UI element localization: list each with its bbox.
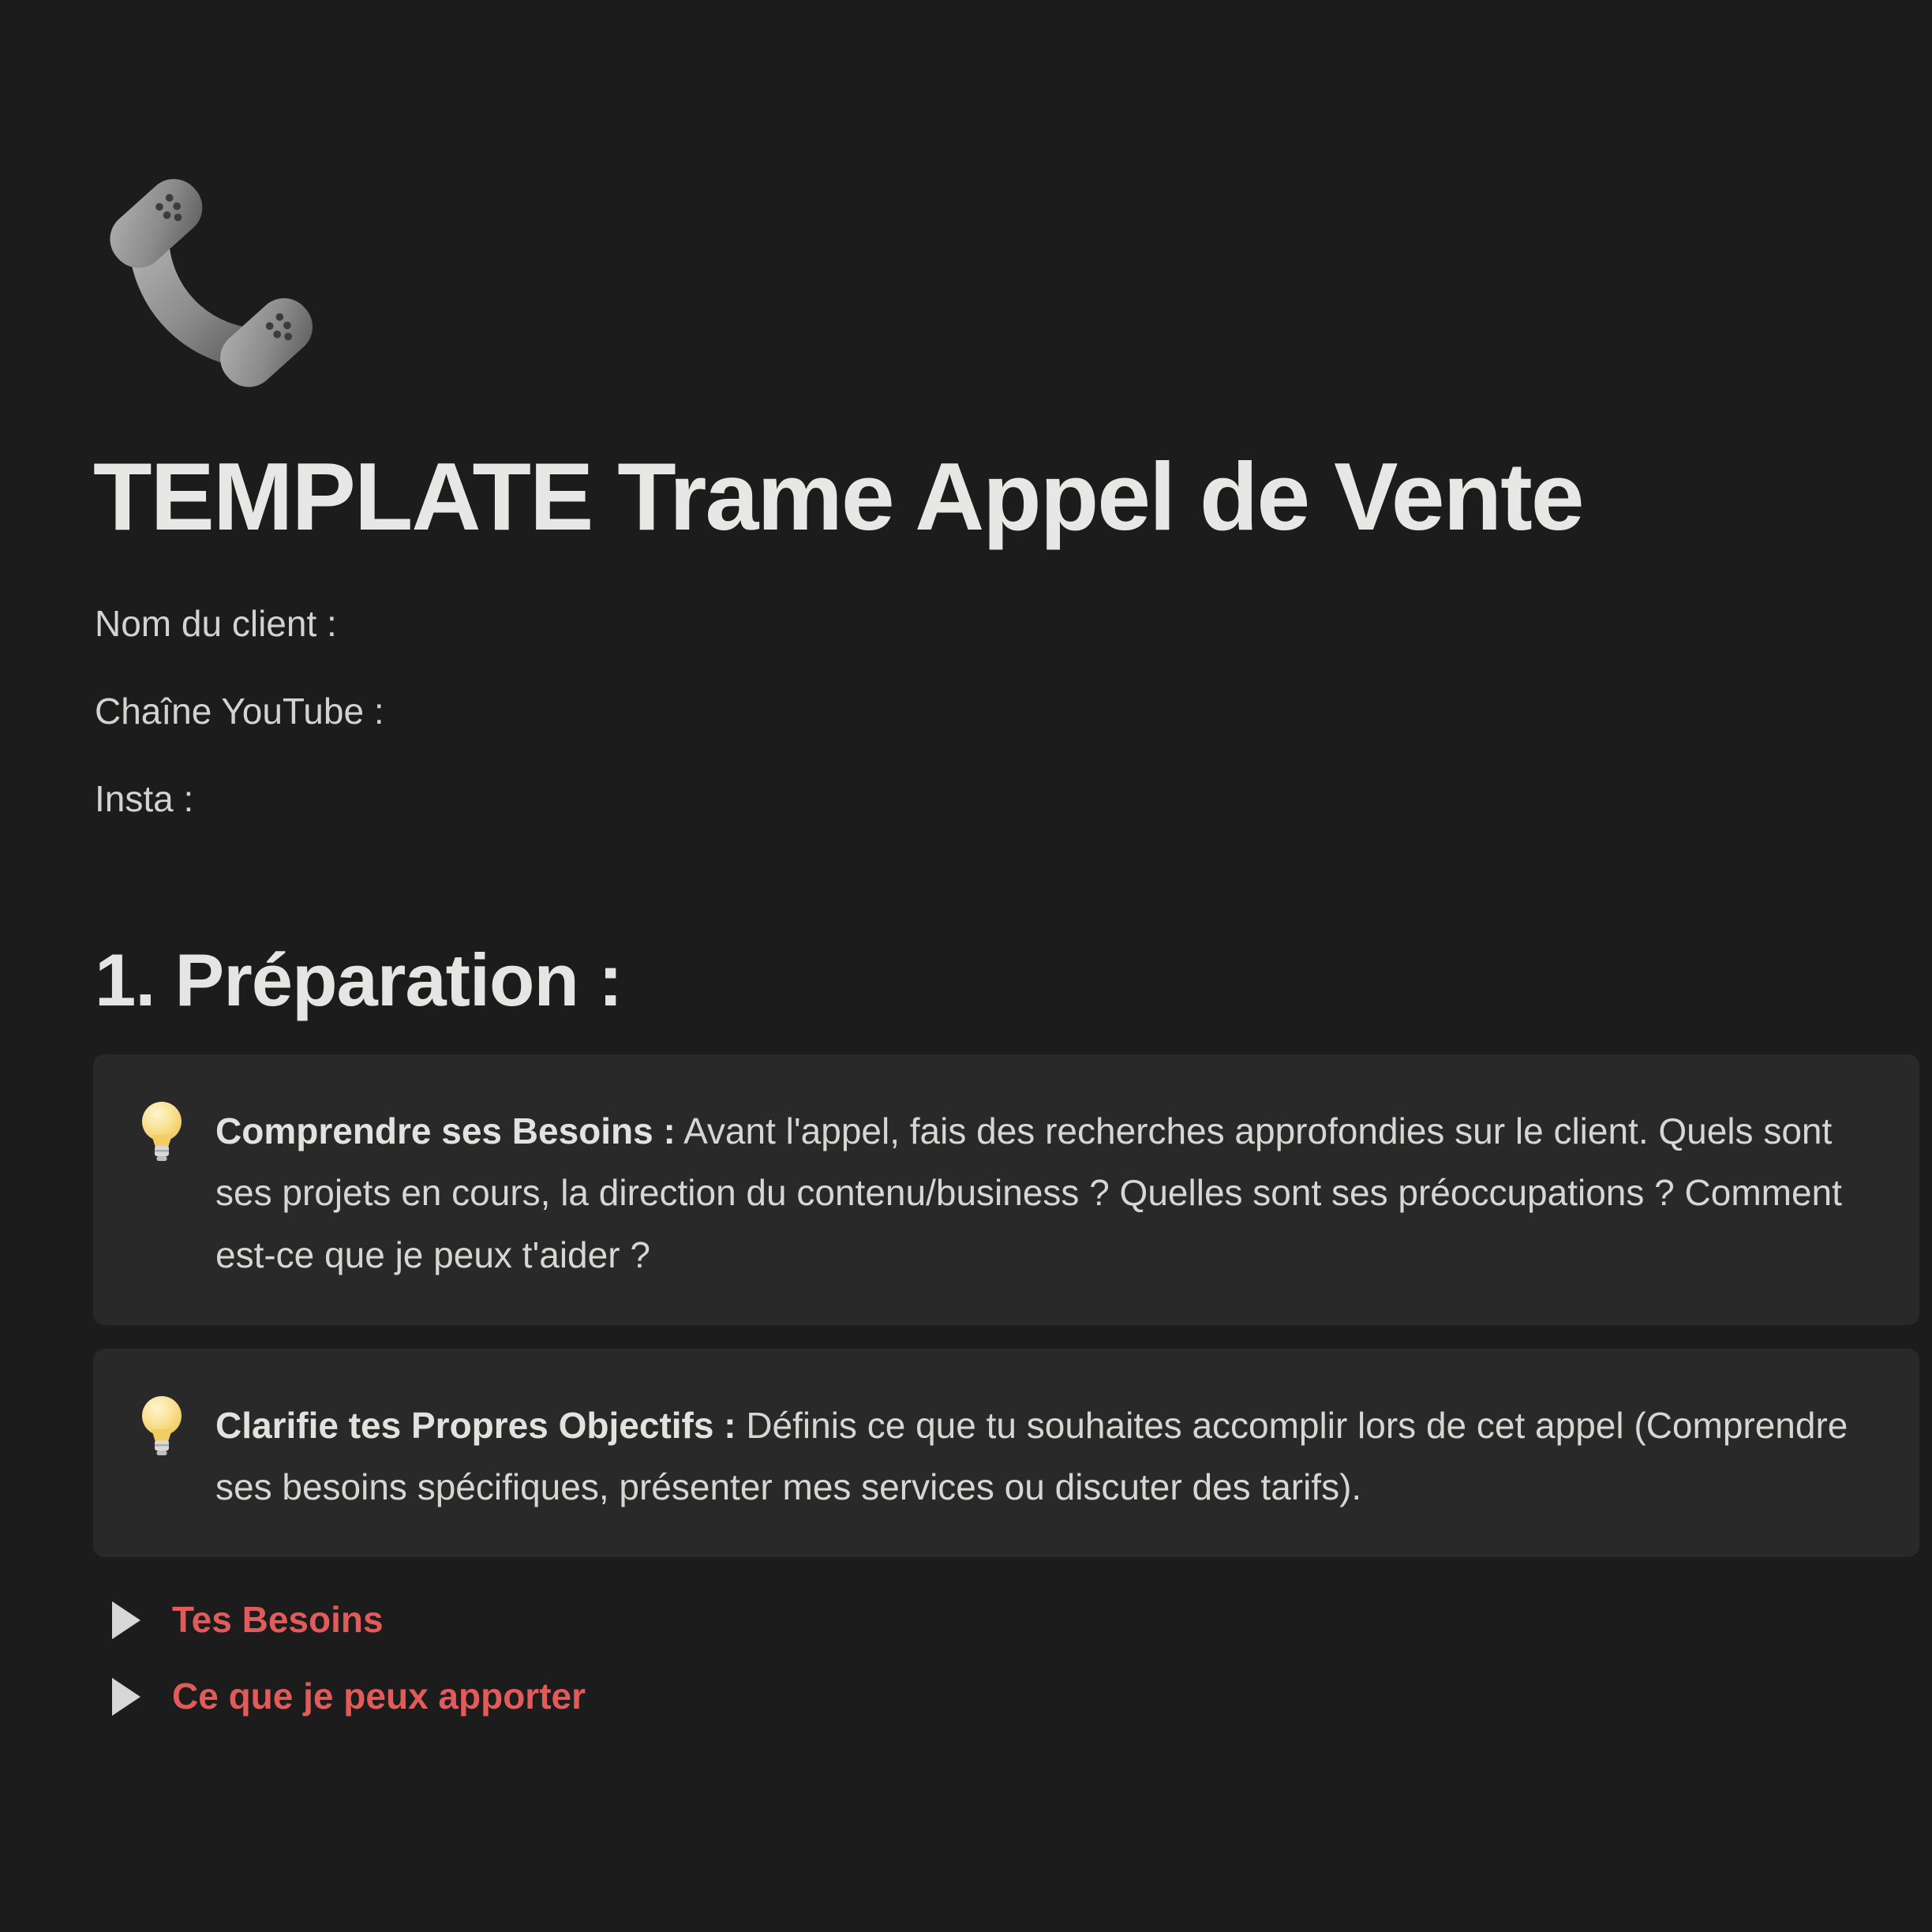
callout-text (215, 1100, 1852, 1286)
callout-body: Définis ce que tu souhaites accomplir lors de cet appel (Comprendre ses besoins spécifiques, présenter mes services ou discuter des tarifs). (215, 1404, 1848, 1507)
toggle-tes-besoins[interactable] (112, 1598, 1919, 1642)
callout-lead: Comprendre ses Besoins : (215, 1110, 676, 1152)
section-heading-preparation[interactable]: 1. Préparation : (95, 938, 623, 1021)
meta-instagram[interactable]: Insta : (95, 777, 194, 819)
callout-comprendre-besoins[interactable] (93, 1054, 1919, 1325)
callout-lead: Clarifie tes Propres Objectifs : (215, 1404, 736, 1446)
client-meta-block (93, 603, 1919, 820)
lightbulb-icon (137, 1395, 187, 1458)
callout-text (215, 1395, 1852, 1518)
lightbulb-icon (137, 1100, 187, 1163)
toggle-label[interactable]: Tes Besoins (172, 1599, 384, 1641)
toggle-ce-que-je-peux-apporter[interactable] (112, 1675, 1919, 1718)
toggle-triangle-icon[interactable] (112, 1678, 140, 1716)
callout-body: Avant l'appel, fais des recherches approfondies sur le client. Quels sont ses projets en cours, la direction du contenu/business ? Quelles sont ses préoccupations ? Comment est-ce que je peux t'aider ? (215, 1110, 1842, 1275)
telephone-receiver-icon[interactable] (95, 178, 320, 402)
toggle-label[interactable]: Ce que je peux apporter (172, 1676, 586, 1717)
page-title[interactable]: TEMPLATE Trame Appel de Vente (93, 443, 1583, 550)
toggle-list (93, 1598, 1919, 1718)
toggle-triangle-icon[interactable] (112, 1601, 140, 1639)
callout-clarifie-objectifs[interactable] (93, 1349, 1919, 1557)
meta-youtube-channel[interactable]: Chaîne YouTube : (95, 691, 384, 732)
meta-client-name[interactable]: Nom du client : (95, 603, 337, 645)
